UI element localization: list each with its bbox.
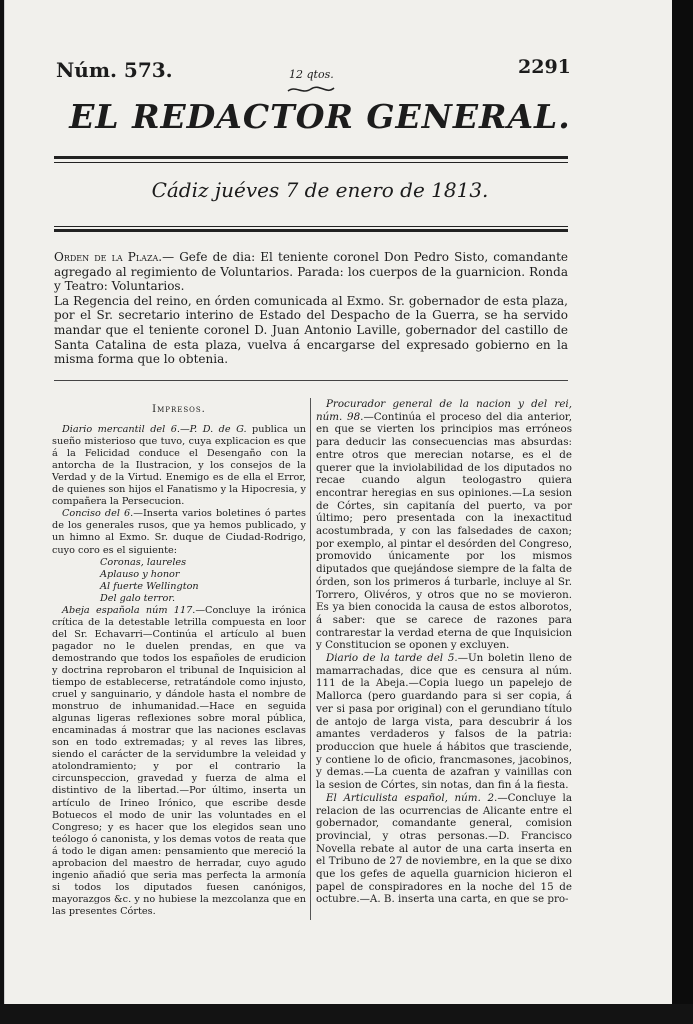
diario-tarde-entry [316,652,572,792]
entry-title: Abeja española núm 117. [62,604,196,616]
column-left [52,398,306,918]
diario-mercantil-entry [52,424,306,508]
order-text: — Gefe de dia: El teniente coronel Don Pedro Sisto, comandante agregado al regimiento de Voluntarios. Parada: los cuerpos de la guarnicion. Ronda y Teatro: Voluntarios. [54,250,568,294]
scan-edge [672,0,693,1024]
verse-line: Coronas, laureles [100,556,187,568]
title-rule-thick [54,156,568,159]
scan-bottom-edge [0,1004,693,1024]
newspaper-title: EL REDACTOR GENERAL. [69,97,571,136]
flourish-ornament [286,83,336,95]
verse-line: Del galo terror. [100,592,176,604]
conciso-entry [52,508,306,556]
column-right [316,398,572,906]
page-number: 2291 [518,56,571,78]
procurador-entry [316,398,572,652]
entry-text: —Inserta varios boletines ó partes de los generales rusos, que ya hemos publicado, y un himno al Exmo. Sr. duque de Ciudad-Rodrigo, cuyo coro es el siguiente: [52,508,306,556]
dateline: Cádiz juéves 7 de enero de 1813. [151,178,489,202]
column-divider [310,398,311,920]
entry-title: Conciso del 6. [62,508,134,520]
title-rule-thin [54,162,568,163]
entry-title: Diario mercantil del 6.—P. D. de G. [62,424,247,436]
order-paragraph [54,250,568,294]
order-label: Orden de la Plaza. [54,250,163,264]
section-rule [54,380,568,381]
articulista-entry [316,792,572,906]
price: 12 qtos. [289,68,334,81]
date-rule-thick [54,229,568,232]
issue-number: Núm. 573. [56,58,173,82]
section-heading: Impresos. [152,404,206,415]
entry-text: —Un boletin lleno de mamarrachadas, dice que es censura al núm. 111 de la Abeja.—Copia luego un papelejo de Mallorca (pero guardando para si ser copia, á ver si pasa por original) con el gerundiano título de antojo de larga vista, para descubrir á los amantes verdaderos y falsos de la patria: produccion que huele á hábitos que trasciende, y contiene lo de oficio, francmasones, jacobinos, y demas.—La cuenta de azafran y vainillas con la sesion de Córtes, sin notas, dan fin á la fiesta. [316,652,572,792]
abeja-entry [52,605,306,918]
entry-text: publica un sueño misterioso que tuvo, cuya explicacion es que á la Felicidad conduce el Desengaño con la antorcha de la Ilustracion, y los consejos de la Verdad y de la Virtud. Enemigo es de ella el Error, de quienes son hijos el Fanatismo y la Hipocresia, y compañera la Persecucion. [52,424,306,508]
entry-title: Procurador general de la nacion y del rei, núm. 98. [316,398,572,423]
entry-title: Diario de la tarde del 5. [326,652,458,665]
entry-text: —Continúa el proceso del dia anterior, en que se vierten los principios mas erróneos para deducir las consecuencias mas absurdas: entre otros que merecian notarse, es el de querer que la inviolabilidad de los diputados no recae cuando algun teologastro quiera encontrar heregias en sus opiniones.—La sesion de Córtes, sin capitanía del puerto, va por último; pero presentada con la inexactitud acostumbrada, y con las falsedades de caxon; por exemplo, al pintar el desórden del Congreso, promovido únicamente por los mismos diputados que quejándose siempre de la falta de órden, son los primeros á turbarle, incluye al Sr. Torrero, Olivéros, y otros que no se movieron. Es ya bien conocida la causa de estos alborotos, á saber: que se carece de razones para contrarestar la verdad eterna de que Inquisicion y Constitucion se oponen y excluyen. [316,410,572,652]
date-rule-thin [54,226,568,227]
orders-section [54,250,568,367]
regencia-paragraph: La Regencia del reino, en órden comunicada al Exmo. Sr. gobernador de esta plaza, por el Sr. secretario interino de Estado del Despacho de la Guerra, se ha servido mandar que el teniente coronel D. Juan Antonio Laville, gobernador del castillo de Santa Catalina de esta plaza, vuelva á encargarse del expresado gobierno en la misma forma que lo obtenia. [54,293,568,367]
entry-text: —Concluye la irónica crítica de la detestable letrilla compuesta en loor del Sr. Echavarri—Continúa el artículo al buen pagador no le duelen prendas, en que va demostrando que todos los españoles de erudicion y doctrina reprobaron el tribunal de Inquisicion al tiempo de establecerse, retratándole como injusto, cruel y sanguinario, y dándole hasta el nombre de monstruo de inhumanidad.—Hace en seguida algunas ligeras reflexiones sobre moral pública, encaminadas á mostrar que las naciones esclavas son en todo extremadas; y al reves las libres, siendo el carácter de la servidumbre la veleidad y atolondramiento; y por el contrario la circunspeccion, gravedad y fuerza de alma el distintivo de la libertad.—Por último, inserta un artículo de Irineo Irónico, que escribe desde Botuecos el modo de unir las voluntades en el Congreso; y es hacer que los elegidos sean uno teólogo ó canonista, y los demas votos de reata que á todo le digan amen: pensamiento que mereció la aprobacion del maestro de herradar, cuyo agudo ingenio añadió que seria mas perfecta la armonía si todos los diputados fuesen canónigos, mayorazgos &c. y no hubiese la mezcolanza que en las presentes Córtes. [52,604,306,917]
entry-text: —Concluye la relacion de las ocurrencias de Alicante entre el gobernador, comandante general, comision provincial, y otras personas.—D. Francisco Novella rebate al autor de una carta inserta en el Tribuno de 27 de noviembre, en la que se dixo que los gefes de aquella guarnicion hicieron el papel de conspiradores en la noche del 15 de octubre.—A. B. inserta una carta, en que se pro- [316,791,572,906]
entry-title: El Articulista español, núm. 2. [326,791,498,804]
verse-line: Aplauso y honor [100,568,180,580]
verse-line: Al fuerte Wellington [100,580,199,592]
